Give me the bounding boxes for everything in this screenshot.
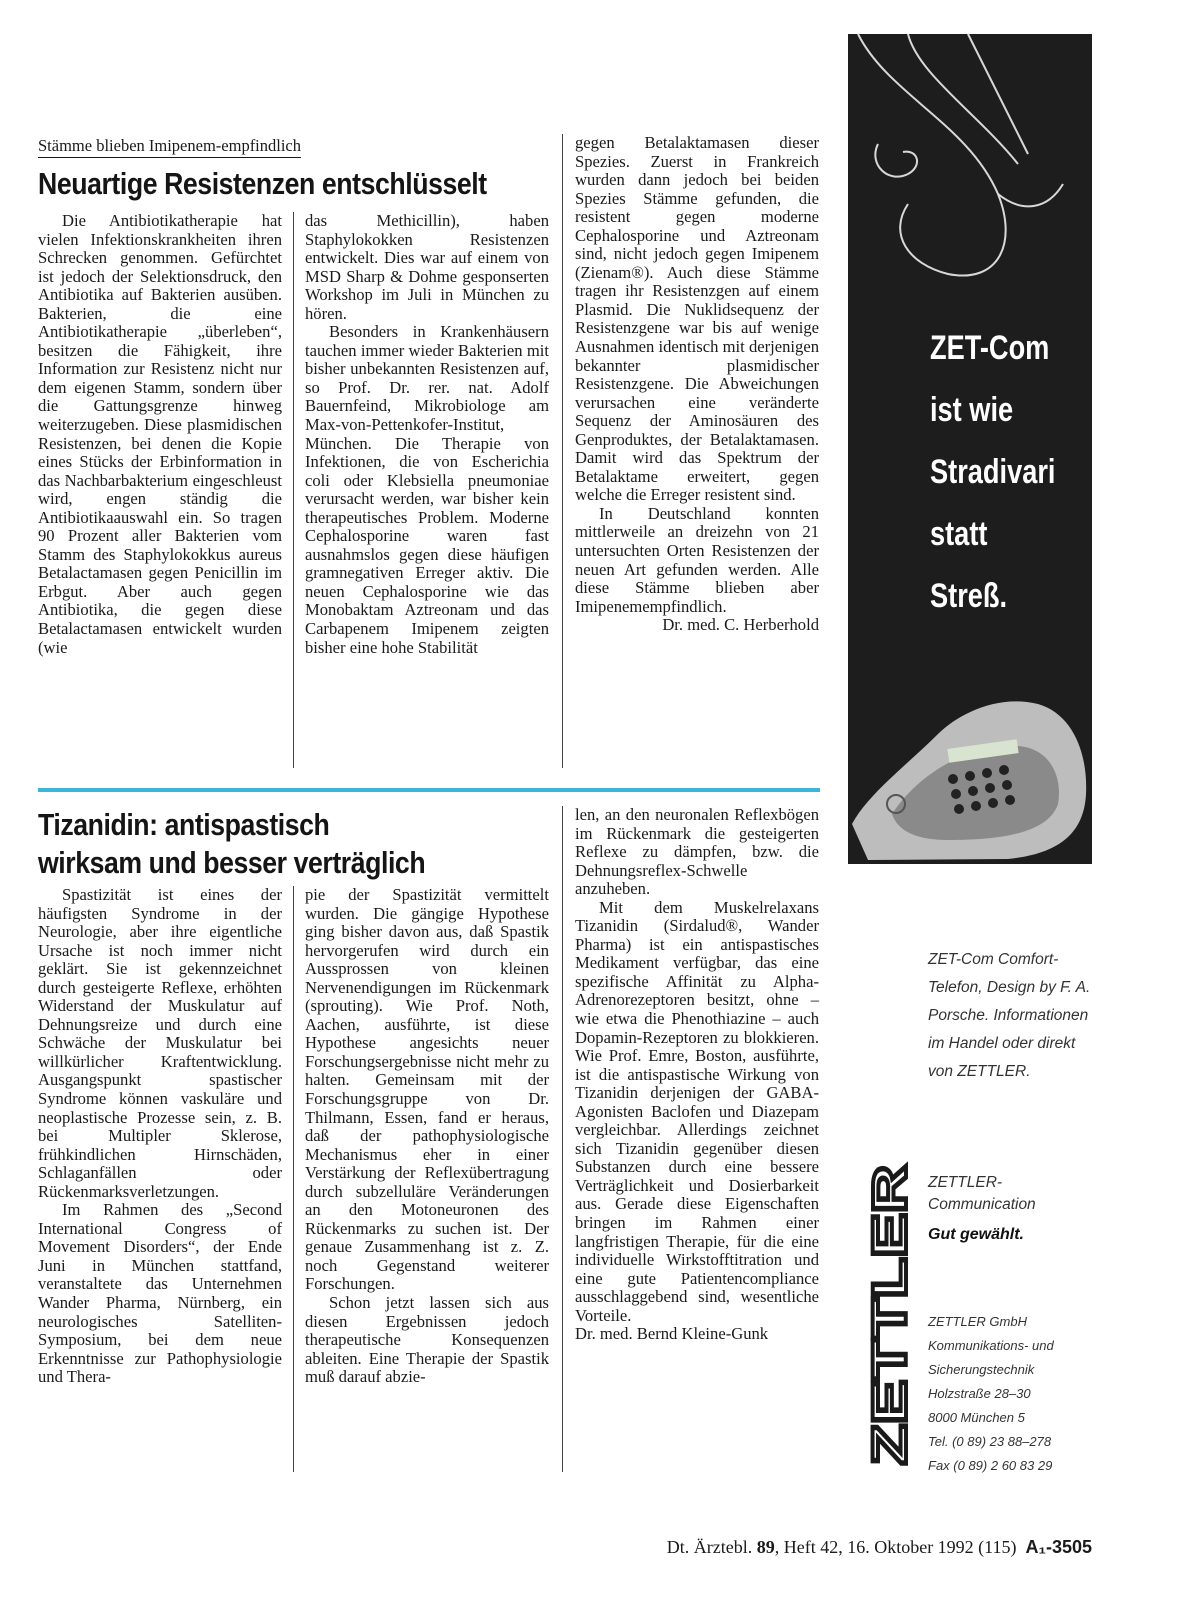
zettler-logo-text: ZETTLER — [864, 1249, 917, 1465]
company-name: ZETTLER GmbH — [928, 1314, 1027, 1329]
company-description: Kommunikations- und Sicherungstechnik — [928, 1338, 1054, 1377]
issue-info: , Heft 42, 16. Oktober 1992 (115) — [774, 1537, 1017, 1557]
article1-column-2 — [305, 212, 549, 768]
article1-column-1 — [38, 212, 282, 768]
article2-title — [38, 806, 425, 882]
journal-name: Dt. Ärztebl. — [666, 1537, 753, 1557]
article2-column-3 — [575, 806, 819, 1486]
zettler-logo-mark — [864, 1160, 917, 1470]
paragraph: len, an den neuronalen Reflexbögen im Rückenmark die gesteigerten Reflexe zu dämpfen, bzw. die Dehnungsreflex-Schwelle anzuheben. — [575, 805, 819, 899]
ad-headline-line-1: ZET-Com — [930, 329, 1050, 367]
paragraph: In Deutschland konnten mittlerweile an dreizehn von 21 untersuchten Orten Resistenzen der neuen Art gefunden werden. Alle diese Stämme blieben aber Imipenemempfindlich. — [575, 503, 819, 616]
section-divider — [38, 788, 820, 792]
column-divider — [562, 806, 563, 1472]
violin-outline — [858, 34, 1006, 276]
article1-column-3 — [575, 134, 819, 774]
column-divider — [562, 134, 563, 768]
ad-headline-line-5: Streß. — [930, 577, 1008, 615]
article2-column-1 — [38, 886, 282, 1486]
article2-title-line-2: wirksam und besser verträglich — [38, 845, 426, 880]
ad-slogan: Gut gewählt. — [928, 1226, 1024, 1243]
paragraph: Mit dem Muskelrelaxans Tizanidin (Sirdalud®, Wander Pharma) ist ein antispastisches Medikament verfügbar, das eine spezifische Affinität zu Alpha-Adrenorezeptoren besitzt, ohne – wie etwa die Phenothiazine – auch Dopamin-Rezeptoren zu blokkieren. Wie Prof. Emre, Boston, ausführte, ist die antispastische Wirkung von Tizanidin derjenigen der GABA-Agonisten Baclofen und Diazepam vergleichbar. Allerdings zeichnet sich Tizanidin gegenüber diesen Substanzen durch eine bessere Verträglichkeit und Dosierbarkeit aus. Gerade diese Eigenschaften bringen im Rahmen einer langfristigen Therapie, für die eine individuelle Wirkstofftitration und eine gute Patientencompliance ausschlaggebend sind, wesentliche Vorteile. — [575, 897, 819, 1325]
ad-address — [928, 1310, 1088, 1478]
article1-kicker: Stämme blieben Imipenem-empfindlich — [38, 136, 301, 158]
column-divider — [293, 212, 294, 768]
column-divider — [293, 886, 294, 1472]
ad-caption: ZET-Com Comfort-Telefon, Design by F. A. Porsche. Informationen im Handel oder direkt von ZETTLER. — [928, 951, 1091, 1080]
page-footer — [667, 1536, 1092, 1558]
city: 8000 München 5 — [928, 1410, 1025, 1425]
paragraph: Im Rahmen des „Second International Congress of Movement Disorders“, der Ende Juni in München stattfand, veranstaltete das Unternehmen Wander Pharma, Nürnberg, ein neurologisches Satelliten-Symposium, bei dem neue Erkenntnisse zur Pathophysiologie und Thera- — [38, 1200, 282, 1387]
article2-column-2 — [305, 886, 549, 1486]
fax: Fax (0 89) 2 60 83 29 — [928, 1458, 1053, 1473]
telephone: Tel. (0 89) 23 88–278 — [928, 1434, 1052, 1449]
paragraph: das Methicillin), haben Staphylokokken Resistenzen entwickelt. Dies war auf einem von MSD Sharp & Dohme gesponserten Workshop im Juli in München zu hören. — [305, 211, 549, 323]
violin-scroll — [875, 144, 917, 177]
volume-number: 89 — [756, 1537, 775, 1557]
paragraph: gegen Betalaktamasen dieser Spezies. Zuerst in Frankreich wurden dann jedoch bei beiden Spezies Stämme gefunden, die resistent gegen moderne Cephalosporine und Aztreonam sind, nicht jedoch gegen Imipenem (Zienam®). Auch diese Stämme tragen ihr Resistenzgen auf einem Plasmid. Die Nuklidsequenz der Resistenzgene war bis auf wenige Ausnahmen identisch mit derjenigen bekannter plasmidischer Resistenzgene. Die Abweichungen verursachen eine veränderte Sequenz der Aminosäuren des Genproduktes, der Betalaktamasen. Damit wird das Spektrum der Betalaktame erweitert, gegen welche die Erreger resistent sind. — [575, 133, 819, 505]
paragraph: Besonders in Krankenhäusern tauchen immer wieder Bakterien mit bisher unbekannten Resistenzen auf, so Prof. Dr. rer. nat. Adolf Bauernfeind, Mikrobiologe am Max-von-Pettenkofer-Institut, München. Die Therapie von Infektionen, die von Escherichia coli oder Klebsiella pneumoniae verursacht werden, war bisher kein therapeutisches Problem. Moderne Cephalosporine waren fast ausnahmslos gegen diese häufigen gramnegativen Erreger aktiv. Die neuen Cephalosporine wie das Monobaktam Aztreonam und das Carbapenem Imipenem zeigten bisher eine hohe Stabilität — [305, 322, 549, 657]
telephone-icon — [852, 701, 1086, 860]
paragraph: pie der Spastizität vermittelt wurden. Die gängige Hypothese ging bisher davon aus, daß Spastik hervorgerufen wird durch ein Aussprossen von kleinen Nervenendigungen im Rückenmark (sprouting). Wie Prof. Noth, Aachen, ausführte, ist diese Hypothese angesichts neuer Forschungsergebnisse nicht mehr zu halten. Gemeinsam mit der Forschungsgruppe von Dr. Thilmann, Essen, fand er heraus, daß der pathophysiologische Mechanismus eher in einer Verstärkung der Reflexübertragung durch subzelluläre Veränderungen an den Motoneuronen des Rückenmarks zu suchen ist. Der genaue Zusammenhang ist z. Z. noch Gegenstand weiterer Forschungen. — [305, 885, 549, 1294]
ad-headline-line-2: ist wie — [930, 391, 1014, 429]
article1-title: Neuartige Resistenzen entschlüsselt — [38, 166, 487, 201]
street-address: Holzstraße 28–30 — [928, 1386, 1031, 1401]
article2-signature: Dr. med. Bernd Kleine-Gunk — [575, 1324, 769, 1344]
ad-communication: ZETTLER-Communication — [928, 1174, 1036, 1213]
paragraph: Die Antibiotikatherapie hat vielen Infektionskrankheiten ihren Schrecken genommen. Gefürchtet ist jedoch der Selektionsdruck, den Antibiotika auf Bakterien ausüben. Bakterien, die eine Antibiotikatherapie „überleben“, besitzen die Fähigkeit, ihre Information zur Resistenz nicht nur dem eigenen Stamm, sondern über die Gattungsgrenze hinweg weiterzugeben. Diese plasmidischen Resistenzen, bei denen die Kopie eines Stücks der Erbinformation in das Nachbarbakterium eingeschleust wird, engen ständig die Antibiotikaauswahl ein. So tragen 90 Prozent aller Bakterien vom Stamm des Staphylokokkus aureus Betalactamasen gegen Penicillin im Erbgut. Aber auch gegen Antibiotika, die gegen diese Betalactamasen entwickelt wurden (wie — [38, 211, 282, 657]
zettler-logo — [864, 1160, 917, 1470]
paragraph: Schon jetzt lassen sich aus diesen Ergebnissen jedoch therapeutische Konsequenzen ableiten. Eine Therapie der Spastik muß darauf abzie- — [305, 1293, 549, 1387]
article2-title-line-1: Tizanidin: antispastisch — [38, 807, 330, 842]
ad-headline-line-3: Stradivari — [930, 453, 1056, 491]
ad-headline-line-4: statt — [930, 515, 988, 553]
article1-signature: Dr. med. C. Herberhold — [662, 615, 819, 635]
page-number: A₁-3505 — [1025, 1537, 1092, 1557]
paragraph: Spastizität ist eines der häufigsten Syndrome in der Neurologie, aber ihre eigentliche Ursache ist noch immer nicht geklärt. Sie ist gekennzeichnet durch gesteigerte Reflexe, erhöhten Widerstand der Muskulatur auf Dehnungsreize und durch eine Schwäche der Muskulatur bei willkürlicher Kraftentwicklung. Ausgangspunkt spastischer Syndrome können vaskuläre und neoplastische Prozesse sein, z. B. bei Multipler Sklerose, frühkindlichen Hirnschäden, Schlaganfällen oder Rückenmarksverletzungen. — [38, 885, 282, 1201]
